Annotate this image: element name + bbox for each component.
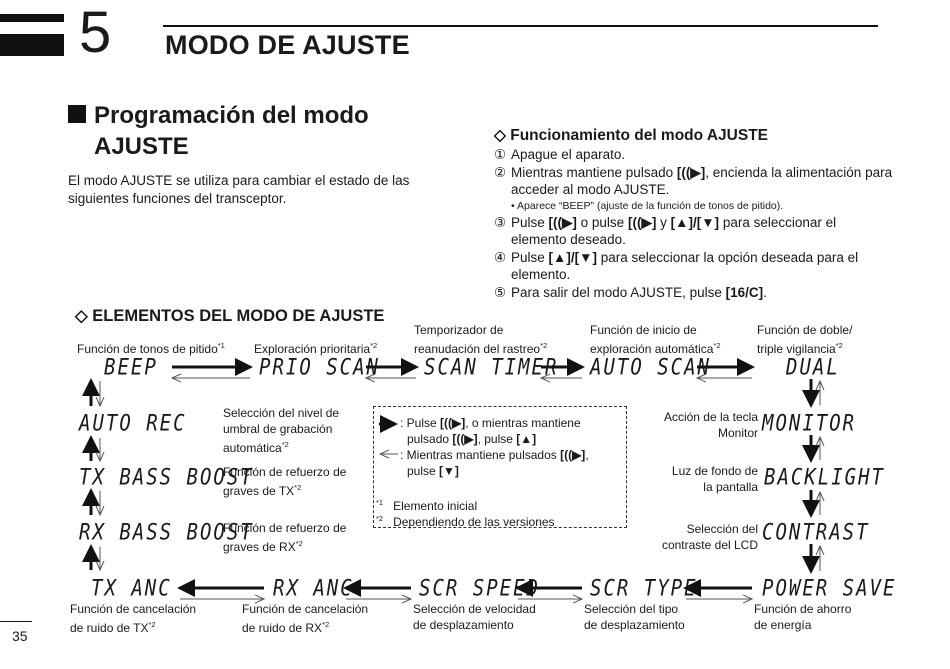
key-label: [▲]/[▼] xyxy=(670,214,720,230)
lcd-beep: BEEP xyxy=(104,355,158,381)
label-backlight: Luz de fondo de la pantalla xyxy=(671,464,758,494)
legend-note-1: $^{*1}$ Elemento inicial xyxy=(376,498,478,513)
lcd-tx-anc: TX ANC xyxy=(91,576,172,602)
chapter-title: MODO DE AJUSTE xyxy=(165,30,410,60)
lcd-auto-scan: AUTO SCAN xyxy=(590,355,711,381)
label-tx-bass: Función de refuerzo de graves de TX$^{*2}$ xyxy=(223,465,347,498)
label-scr-type: Selección del tipo de desplazamiento xyxy=(584,602,685,632)
elements-title: ◇ ELEMENTOS DEL MODO DE AJUSTE xyxy=(75,307,385,325)
intro-paragraph: El modo AJUSTE se utiliza para cambiar el estado de las siguientes funciones del transceptor. xyxy=(68,173,410,206)
label-tx-anc: Función de cancelación de ruido de TX$^{*2}$ xyxy=(70,602,197,635)
chapter-number: 5 xyxy=(79,0,112,65)
step-number: ⑤ xyxy=(494,284,507,300)
step-number: ① xyxy=(494,147,507,162)
label-rx-bass: Función de refuerzo de graves de RX$^{*2}$ xyxy=(223,521,347,554)
label-rx-anc: Función de cancelación de ruido de RX$^{*2}$ xyxy=(242,602,369,635)
lcd-contrast: CONTRAST xyxy=(762,520,870,546)
step-text: Mientras mantiene pulsado xyxy=(511,164,677,180)
lcd-dual: DUAL xyxy=(786,355,840,381)
section-title-line2: AJUSTE xyxy=(94,133,189,160)
label-beep: Función de tonos de pitido$^{*1}$ xyxy=(77,341,225,356)
key-label: [16/C] xyxy=(725,284,764,300)
legend-line-4: pulse [▼] xyxy=(407,464,459,478)
step-text: para seleccionar el elemento deseado. xyxy=(511,214,837,247)
label-auto-scan: Función de inicio de exploración automática$^{*2}$ xyxy=(590,323,721,356)
step-text: Para salir del modo AJUSTE, pulse xyxy=(511,284,726,300)
key-label: [▲]/[▼] xyxy=(548,249,597,265)
step-text: Pulse xyxy=(511,249,549,265)
legend-box xyxy=(373,406,627,528)
key-label: [((▶] xyxy=(676,164,706,180)
step-text: Apague el aparato. xyxy=(511,147,626,162)
legend-note-2: $^{*2}$ Dependiendo de las versiones xyxy=(376,514,555,529)
step-text: y xyxy=(656,214,671,230)
step-note: • Aparece “BEEP” (ajuste de la función de tonos de pitido). xyxy=(511,199,784,212)
label-scr-speed: Selección de velocidad de desplazamiento xyxy=(413,602,536,632)
lcd-scan-timer: SCAN TIMER xyxy=(424,355,559,381)
label-prio: Exploración prioritaria$^{*2}$ xyxy=(254,341,378,356)
lcd-scr-type: SCR TYPE xyxy=(590,576,698,602)
lcd-auto-rec: AUTO REC xyxy=(79,411,187,437)
step-text: , encienda la alimentación para acceder al modo AJUSTE. xyxy=(511,164,893,197)
section-title-line1: Programación del modo xyxy=(94,102,369,129)
lcd-backlight: BACKLIGHT xyxy=(764,465,885,491)
label-monitor: Acción de la tecla Monitor xyxy=(663,410,758,440)
lcd-monitor: MONITOR xyxy=(762,411,857,437)
lcd-rx-bass-boost: RX BASS BOOST xyxy=(79,520,254,546)
key-label: [((▶] xyxy=(627,214,657,230)
lcd-rx-anc: RX ANC xyxy=(273,576,354,602)
lcd-scr-speed: SCR SPEED xyxy=(419,576,540,602)
lcd-prio-scan: PRIO SCAN xyxy=(259,355,380,381)
label-contrast: Selección del contraste del LCD xyxy=(661,522,758,552)
lcd-tx-bass-boost: TX BASS BOOST xyxy=(79,465,254,491)
step-text: para seleccionar la opción deseada para el elemento. xyxy=(511,249,859,282)
step-number: ④ xyxy=(494,249,507,265)
lcd-power-save: POWER SAVE xyxy=(762,576,897,602)
label-scan-timer: Temporizador de reanudación del rastreo$^{*2}$ xyxy=(414,323,548,356)
step-text: . xyxy=(763,284,767,300)
legend-line-1: : Pulse [((▶], o mientras mantiene xyxy=(400,416,581,430)
page-rule xyxy=(0,621,32,622)
legend-line-3: : Mientras mantiene pulsados [((▶], xyxy=(400,448,589,462)
label-power-save: Función de ahorro de energía xyxy=(754,602,852,632)
step-number: ② xyxy=(494,164,507,180)
operation-title: ◇ Funcionamiento del modo AJUSTE xyxy=(494,127,768,144)
legend-line-2: pulsado [((▶], pulse [▲] xyxy=(407,432,537,446)
label-auto-rec: Selección del nivel de umbral de grabación automática$^{*2}$ xyxy=(223,406,340,455)
step-text: o pulse xyxy=(576,214,628,230)
key-label: [((▶] xyxy=(548,214,577,230)
step-text: Pulse xyxy=(511,214,549,230)
label-dual: Función de doble/ triple vigilancia$^{*2}$ xyxy=(757,323,853,356)
step-number: ③ xyxy=(494,214,507,230)
page-number: 35 xyxy=(12,628,28,644)
